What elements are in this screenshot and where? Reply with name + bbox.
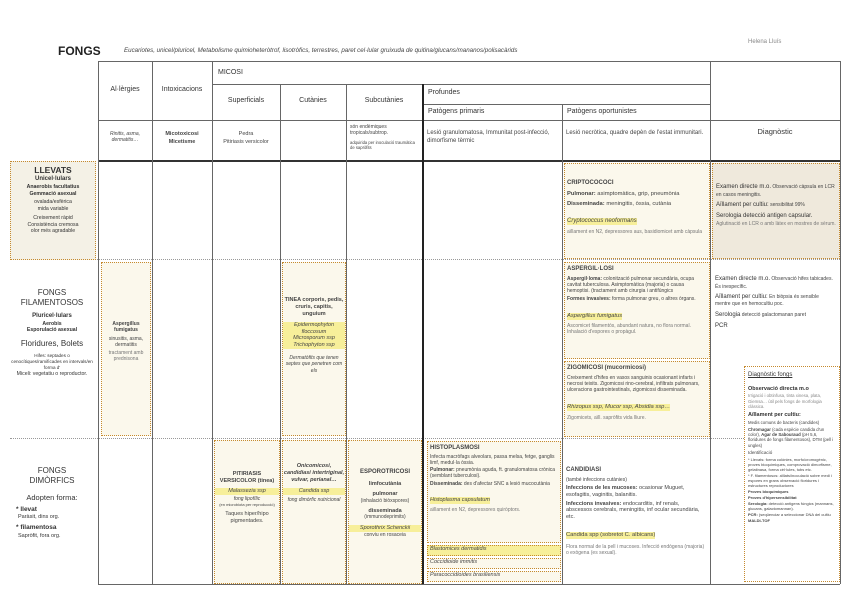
filamentosos-title: FILAMENTOSOS — [20, 298, 84, 308]
aspergillus-allergy-treat: tractament amb prednisona — [108, 350, 144, 363]
llevats-line: Unicel·lulars — [34, 176, 71, 183]
blastomices-box: Blastomices dermatidis — [427, 545, 561, 556]
diag-fongs-label: Serologia: — [748, 500, 768, 506]
diag-cripto-line: Observació càpsula en LCR en casos meningitis. — [716, 184, 835, 198]
diag-asper-label: Serologia — [715, 311, 741, 318]
header-intoxicacions: Intoxicacions — [161, 86, 203, 93]
coccidioide-box: Coccidioide immitis — [427, 558, 561, 569]
grid-line — [10, 259, 840, 260]
grid-line — [212, 84, 710, 85]
aspergillosi-species: Aspergillus fumigatus — [567, 312, 623, 319]
dimorfics-line: Adopten forma: — [26, 492, 78, 502]
histoplasmosi-title: HISTOPLASMOSI — [430, 445, 480, 451]
diag-asper-box — [712, 262, 838, 357]
esporotricosi-line: limfocutània — [368, 480, 402, 487]
header-primaris: Patògens primaris — [428, 108, 485, 115]
esporotricosi-line: (immunodeprimits) — [364, 514, 406, 521]
filamentosos-title: FONGS — [37, 288, 67, 297]
diag-asper-label: Aïllament per cultiu: — [715, 293, 768, 300]
esporotricosi-line: disseminada — [368, 507, 402, 514]
grid-line — [98, 160, 840, 162]
header-cutanies: Cutànies — [299, 97, 327, 104]
pitiriasis-title: PITIRIASIS VERSICOLOR (tinea) — [219, 471, 275, 484]
onicomicosi-box — [282, 440, 346, 584]
diag-cripto-box — [712, 163, 840, 259]
aspergillus-allergy-box — [101, 262, 151, 436]
esporotricosi-line: (inhalació biòxspores) — [360, 498, 410, 505]
candidiasi-label: Infeccions invasives: — [566, 500, 622, 507]
grid-line — [98, 584, 840, 585]
aspergillosi-line: colonització pulmonar secundària, ocupa cavitat tuberculosa. Asimptomàtica (majoria) o causa hemoptisi. (tractament amb cirurgia i antifúngics — [567, 275, 695, 294]
diag-cripto-label: Aïllament per cultiu: — [716, 201, 769, 208]
criptococcosi-title: CRIPTOCOCOCI — [567, 180, 614, 186]
pitiriasis-species: Malassezia ssp — [215, 488, 279, 495]
header-subcutanies: Subcutànies — [364, 97, 404, 104]
llevats-line: mida variable — [37, 206, 69, 213]
histoplasmosi-line: Infecta macròfags alveolars, passa melsa, fetge, ganglis limf, medul·la òssia. — [430, 453, 555, 466]
criptococcosi-box — [564, 163, 710, 259]
llevats-line: Creixement ràpid — [33, 214, 73, 221]
diag-cripto-line: sensibilitat 99% — [768, 201, 805, 208]
grid-line — [98, 61, 840, 62]
histoplasmosi-note: aïllament en N2, depressores quiròptors. — [430, 506, 521, 513]
candidiasi-note: Flora normal de la pell i mucoses. Infecció endògena (majoria) o exògena (es sexual). — [566, 544, 705, 557]
criptococcosi-label: Disseminada: — [567, 200, 605, 207]
grid-line — [422, 84, 424, 584]
esporotricosi-line: pulmonar — [372, 491, 398, 498]
pitiriasis-line: fong lipofílic — [233, 495, 261, 502]
onicomicosi-note: fong dimòrfic nutricional — [287, 496, 341, 503]
subcutanies-desc: són endèmiques tropicals/subtrop. — [350, 124, 389, 137]
filamentosos-line: Floridures, Bolets — [20, 339, 84, 349]
diag-cripto-line: Aglutinació en LCR o amb làtex en mostres de sèrum. — [716, 220, 836, 227]
histoplasmosi-species: Histoplasma capsulatum — [430, 496, 490, 503]
paracoccidioides-box: Paracoccidioides brasiliensis — [427, 571, 561, 582]
pitiriasis-line: Taques hiper/hipo pigmentades. — [225, 510, 269, 524]
aspergillosi-note: Ascomicet filamentós, abundant natura, no flora normal. Inhalació d'espores o propàgul. — [567, 322, 691, 335]
diag-fongs-label: Agar de Sabouraud — [761, 432, 801, 438]
diag-asper-line: Observació hifes tabicades. És inespecífic. — [715, 276, 833, 290]
dimorfics-line: * filamentosa — [16, 524, 57, 532]
esporotricosi-species: Sporothrix Schenckii — [349, 525, 421, 532]
onicomicosi-species: Candida ssp — [283, 488, 345, 495]
dimorfics-line: * llevat — [16, 505, 37, 513]
primaris-desc: Lesió granulomatosa, Immunitat post-infecció, dimorfisme tèrmic — [427, 130, 550, 144]
superficials-pedra: Pedra — [238, 131, 254, 137]
esporotricosi-title: ESPOROTRICOSI — [359, 469, 410, 475]
aspergillus-allergy-title: Aspergillus fumigatus — [112, 321, 140, 334]
diag-fongs-line: Medis comuns de bacteris (candides) — [748, 420, 820, 426]
diag-fongs-line: MALDI-TOF — [748, 517, 770, 523]
histoplasmosi-line: des d'afectar SNC a lesió mucocutània — [462, 480, 550, 487]
diag-fongs-line: * Llevats: forma colònies, morfo/cromogènic, proves bioquímiques, comprovació dimorfisme, gelatinasa, forma cèl·lules, tubs etc. — [748, 456, 832, 472]
diag-asper-label: Examen directe m.o. — [715, 276, 771, 282]
grid-line — [98, 120, 840, 121]
diag-fongs-box — [744, 366, 840, 582]
aspergillosi-title: ASPERGIL·LOSI — [567, 266, 614, 272]
filamentosos-line: Hifes: septades o cenocítiques/ramificades en intervals/en forma d' — [11, 353, 93, 371]
diag-asper-line: detecció galactomanan paret — [740, 311, 806, 318]
diag-fongs-line: (cada espècie candida d'un color), — [748, 426, 825, 438]
criptococcosi-line: meningitis, òssia, cutània — [604, 200, 672, 207]
zigomicosi-title: ZIGOMICOSI (mucormicosi) — [567, 365, 647, 371]
grid-line — [10, 438, 840, 439]
diag-fongs-label: Aïllament per cultiu: — [748, 412, 801, 419]
grid-line — [710, 61, 711, 584]
aspergillosi-label: Aspergil·loma: — [567, 275, 603, 282]
histoplasmosi-label: Disseminada: — [430, 480, 463, 487]
header-oportunistes: Patògens oportunistes — [567, 108, 637, 115]
page-subtitle: Eucariotes, unicel/pluricel, Metabolisme quimioheteròtrof, lisotròfics, terrestres, paret cel·lular gruixuda de quitina/glucans/mananos/polisacàrids — [124, 47, 518, 54]
author-name: Helena Lluís — [748, 39, 782, 45]
filamentosos-box — [10, 262, 94, 436]
diag-fongs-label: PCR: — [748, 511, 758, 517]
candidiasi-box — [564, 441, 708, 582]
header-superficials: Superficials — [227, 97, 265, 104]
diag-fongs-line: Irrigació i obtinfusa, tinta xinesa, plata, Giemsa… útil pels fongs de morfologia clàssica. — [748, 393, 822, 410]
criptococcosi-note: aïllament en N2, depressores aus, basidiomicet amb càpsula — [567, 228, 703, 235]
histoplasmosi-line: pneumònia aguda, ft. granulomatosa crònica (semblant tuberculosi). — [430, 467, 556, 480]
tinea-note: Dermatòfits que tenen septes que penetren com els — [285, 355, 343, 374]
candidiasi-line: ocasionar Muguet, esofagitis, vaginitis, balanitis. — [566, 484, 685, 498]
histoplasmosi-label: Pulmonar: — [430, 467, 455, 473]
dimorfics-line: Sapròfit, fora org. — [18, 532, 61, 539]
diag-fongs-title: Diagnòstic fongs — [748, 372, 793, 378]
tinea-species: Microsporum ssp — [283, 335, 345, 342]
tinea-title: TINEA corporis, pedis, cruris, capitis, unguium — [284, 297, 344, 317]
candidiasi-line: endocarditis, inf renals, abscessos cerebrals, meningitis, inf ocular secundària, etc. — [566, 500, 700, 521]
zigomicosi-line: Creixement d'hifes en vasos sanguinis ocasionant infarts i necrosi teixits. Zigomicosi rino-cerebral, infiltrats pulmonars, ulceracions gastrointestinals, zigomicosi disseminada. — [567, 374, 700, 393]
grid-line — [840, 61, 841, 584]
intox-micetisme: Micetisme — [168, 139, 196, 145]
aspergillosi-box — [564, 262, 710, 359]
histoplasmosi-box — [427, 441, 561, 543]
header-allergies: Al·lèrgies — [110, 86, 140, 93]
diag-fongs-label: Identificació — [748, 450, 773, 456]
diag-fongs-line: (seqüenciar a seleccionar DNA del cultiu — [757, 511, 831, 517]
filamentosos-line: Miceli: vegetatiu o reproductor. — [16, 371, 88, 378]
diag-fongs-line: detecció antigens fúngics (mannans, glucans, galactomannan). — [748, 500, 834, 511]
llevats-line: Consistència cremosa — [27, 221, 79, 228]
llevats-line: olor més agradable — [30, 228, 76, 235]
criptococcosi-label: Pulmonar: — [567, 190, 596, 197]
allergies-desc: Rinitis, asma, dermatitis… — [109, 131, 140, 144]
dimorfics-title: DIMÒRFICS — [29, 476, 75, 486]
diag-asper-pcr: PCR — [715, 323, 728, 329]
criptococcosi-line: asimptomàtica, grip, pneumònia — [595, 190, 680, 197]
header-profundes: Profundes — [428, 89, 460, 96]
tinea-species: Epidermophyton floccosum — [283, 322, 345, 336]
superficials-pitiriasis: Pitiriasis versicolor — [223, 139, 269, 145]
zigomicosi-species: Rhizopus ssp, Mucor ssp, Absidia ssp… — [567, 404, 671, 411]
criptococcosi-species: Cryptococcus neoformans — [567, 217, 637, 224]
subcutanies-desc2: adquirida per inoculació traumàtica de sapròfits — [350, 140, 415, 151]
grid-line — [422, 104, 710, 105]
tinea-box — [282, 262, 346, 436]
diag-fongs-label: Chromagar — [748, 426, 771, 432]
llevats-box — [10, 161, 96, 260]
candidiasi-line: (també infeccions cutànies) — [566, 476, 627, 483]
diag-fongs-line: (pH 5,6, floridures de fongs filamentosos), DTM (pell i ungles) — [748, 432, 834, 448]
aspergillus-allergy-desc: sinusitis, asma, dermatitis — [108, 335, 144, 348]
dimorfics-title: FONGS — [37, 466, 67, 475]
zigomicosi-note: Zigomicets, aïll. sapròfits vida lliure. — [567, 415, 646, 422]
llevats-title: LLEVATS — [34, 165, 72, 175]
grid-line — [562, 104, 563, 584]
filamentosos-line: Pluricel·lulars — [32, 312, 72, 319]
header-micosi: MICOSI — [218, 69, 243, 76]
onicomicosi-title: Onicomicosi, candidiasi intertriginal, vulvar, perianal… — [283, 463, 345, 483]
diag-cripto-label: Examen directe m.o. — [716, 184, 772, 190]
pitiriasis-box — [214, 440, 280, 584]
diag-fongs-line: * F. filamentosos: aïllats/inoculació sobre medi i espores en grans observació floridures i estructures reproductores — [748, 472, 832, 488]
llevats-line: Gemmació asexual — [29, 190, 77, 197]
filamentosos-line: Esporulació asexual — [26, 327, 78, 334]
candidiasi-label: Infeccions de les mucoses: — [566, 484, 638, 491]
pitiriasis-line: (en microbiota per reproducció) — [219, 501, 275, 507]
dimorfics-line: Paràsit, dins org. — [18, 513, 60, 520]
diag-fongs-line: Proves bioquímiques — [748, 488, 789, 494]
filamentosos-line: Aerobis — [42, 320, 62, 327]
zigomicosi-box — [564, 361, 710, 437]
dimorfics-box — [10, 440, 94, 584]
aspergillosi-line: forma pulmonar greu, o altres òrgans. — [610, 296, 696, 303]
header-diagnostic: Diagnòstic — [757, 127, 793, 136]
page-title: FONGS — [58, 44, 101, 58]
tinea-species: Trichophyton ssp — [283, 342, 345, 349]
oportunistes-desc: Lesió necròtica, quadre depèn de l'estat immunitari. — [566, 130, 704, 136]
grid-line — [346, 84, 347, 584]
diag-asper-line: En biòpsia és sensible mentre que en hemocultiu poc. — [715, 293, 819, 308]
grid-line — [98, 61, 99, 584]
llevats-line: Anaerobis facultatius — [26, 183, 80, 190]
esporotricosi-note: conviu en rosaceia — [364, 531, 406, 538]
grid-line — [280, 84, 281, 584]
intox-micotoxicosi: Micotoxicosi — [165, 131, 199, 137]
diag-fongs-line: Proves d'hipersensibilitat — [748, 494, 797, 500]
diag-cripto-label: Serologia detecció antigen capsular. — [716, 213, 813, 220]
aspergillosi-label: Formes invasives: — [567, 296, 611, 303]
candidiasi-species: Candida spp (sobretot C. albicans) — [566, 532, 656, 539]
diag-fongs-label: Observació directa m.o — [748, 385, 809, 392]
llevats-line: ovalada/esfèrica — [34, 199, 72, 206]
esporotricosi-box — [348, 440, 422, 584]
candidiasi-title: CANDIDIASI — [566, 467, 602, 473]
